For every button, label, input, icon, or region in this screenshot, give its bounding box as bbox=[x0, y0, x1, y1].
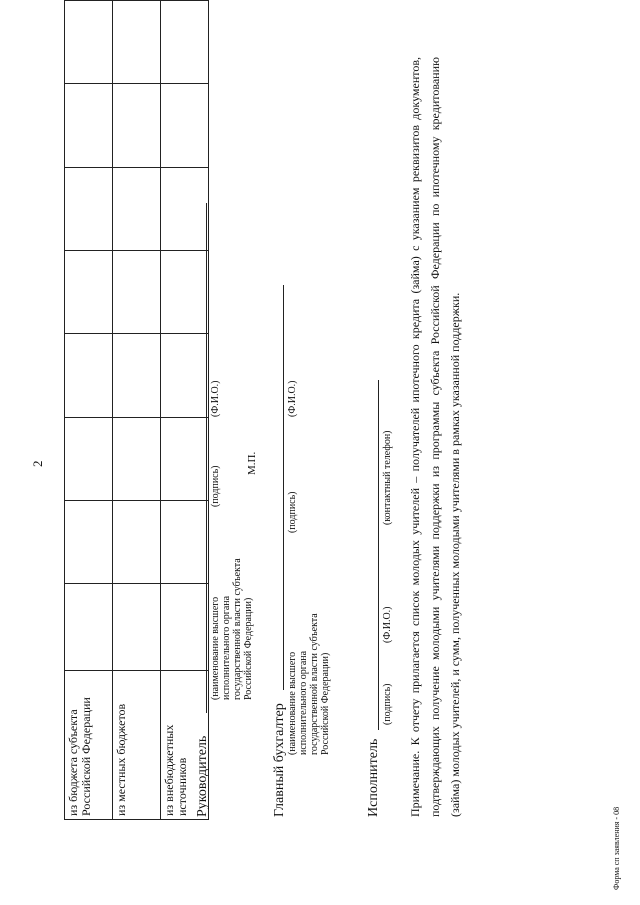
row-label-extrabudgetary: из внебюджетных источников bbox=[161, 670, 209, 819]
table-cell bbox=[65, 334, 113, 417]
table-cell bbox=[161, 251, 209, 334]
table-cell bbox=[113, 334, 161, 417]
footer-form-code: Форма сп заявления - 08 bbox=[612, 806, 621, 890]
table-cell bbox=[161, 84, 209, 167]
accountant-signature-line bbox=[283, 285, 284, 690]
table-cell bbox=[65, 584, 113, 670]
table-cell bbox=[161, 501, 209, 584]
table-cell bbox=[113, 501, 161, 584]
page-number: 2 bbox=[30, 460, 45, 467]
executor-signature-caption: (подпись) bbox=[382, 683, 393, 725]
table-cell bbox=[65, 417, 113, 500]
table-cell bbox=[65, 501, 113, 584]
director-title: Руководитель bbox=[195, 735, 210, 817]
stamp-label: М.П. bbox=[246, 451, 258, 475]
table-cell bbox=[113, 417, 161, 500]
table-cell bbox=[65, 251, 113, 334]
table-row bbox=[65, 1, 113, 820]
director-position-caption: (наименование высшего исполнительного органа государственной власти субъекта Российской Федерации) bbox=[210, 558, 254, 700]
accountant-name-caption: (Ф.И.О.) bbox=[287, 380, 298, 417]
table-cell bbox=[113, 584, 161, 670]
row-label-regional-budget: из бюджета субъекта Российской Федерации bbox=[65, 670, 113, 819]
director-signature-caption: (подпись) bbox=[210, 465, 221, 507]
table-cell bbox=[161, 334, 209, 417]
table-cell bbox=[161, 417, 209, 500]
accountant-title: Главный бухгалтер bbox=[272, 703, 287, 817]
executor-phone-caption: (контактный телефон) bbox=[382, 430, 393, 525]
executor-signature-line bbox=[378, 380, 379, 730]
table-cell bbox=[161, 167, 209, 250]
table-cell bbox=[161, 584, 209, 670]
table-cell bbox=[65, 1, 113, 84]
table-cell bbox=[113, 251, 161, 334]
accountant-signature-caption: (подпись) bbox=[287, 491, 298, 533]
note-paragraph bbox=[405, 57, 465, 817]
table-cell bbox=[161, 1, 209, 84]
executor-name-caption: (Ф.И.О.) bbox=[382, 606, 393, 643]
funding-table bbox=[64, 0, 209, 820]
director-name-caption: (Ф.И.О.) bbox=[210, 380, 221, 417]
executor-title: Исполнитель bbox=[366, 738, 381, 817]
table-row bbox=[113, 1, 161, 820]
table-row bbox=[161, 1, 209, 820]
note-label: Примечание. bbox=[408, 750, 422, 817]
accountant-position-caption: (наименование высшего исполнительного органа государственной власти субъекта Российской Федерации) bbox=[287, 613, 331, 755]
table-cell bbox=[113, 167, 161, 250]
table-cell bbox=[65, 84, 113, 167]
note-text: К отчету прилагается список молодых учителей – получателей ипотечного кредита (займа) с указанием реквизитов документов, подтверждающих получение молодыми учителями поддержки из программы субъекта Российской Федерации по ипотечному кредитованию (займа) молодых учителей, и сумм, полученных молодыми учителями в рамках указанной поддержки. bbox=[408, 56, 462, 817]
director-signature-line bbox=[206, 203, 207, 713]
table-cell bbox=[65, 167, 113, 250]
table-cell bbox=[113, 1, 161, 84]
row-label-local-budget: из местных бюджетов bbox=[113, 670, 161, 819]
table-cell bbox=[113, 84, 161, 167]
